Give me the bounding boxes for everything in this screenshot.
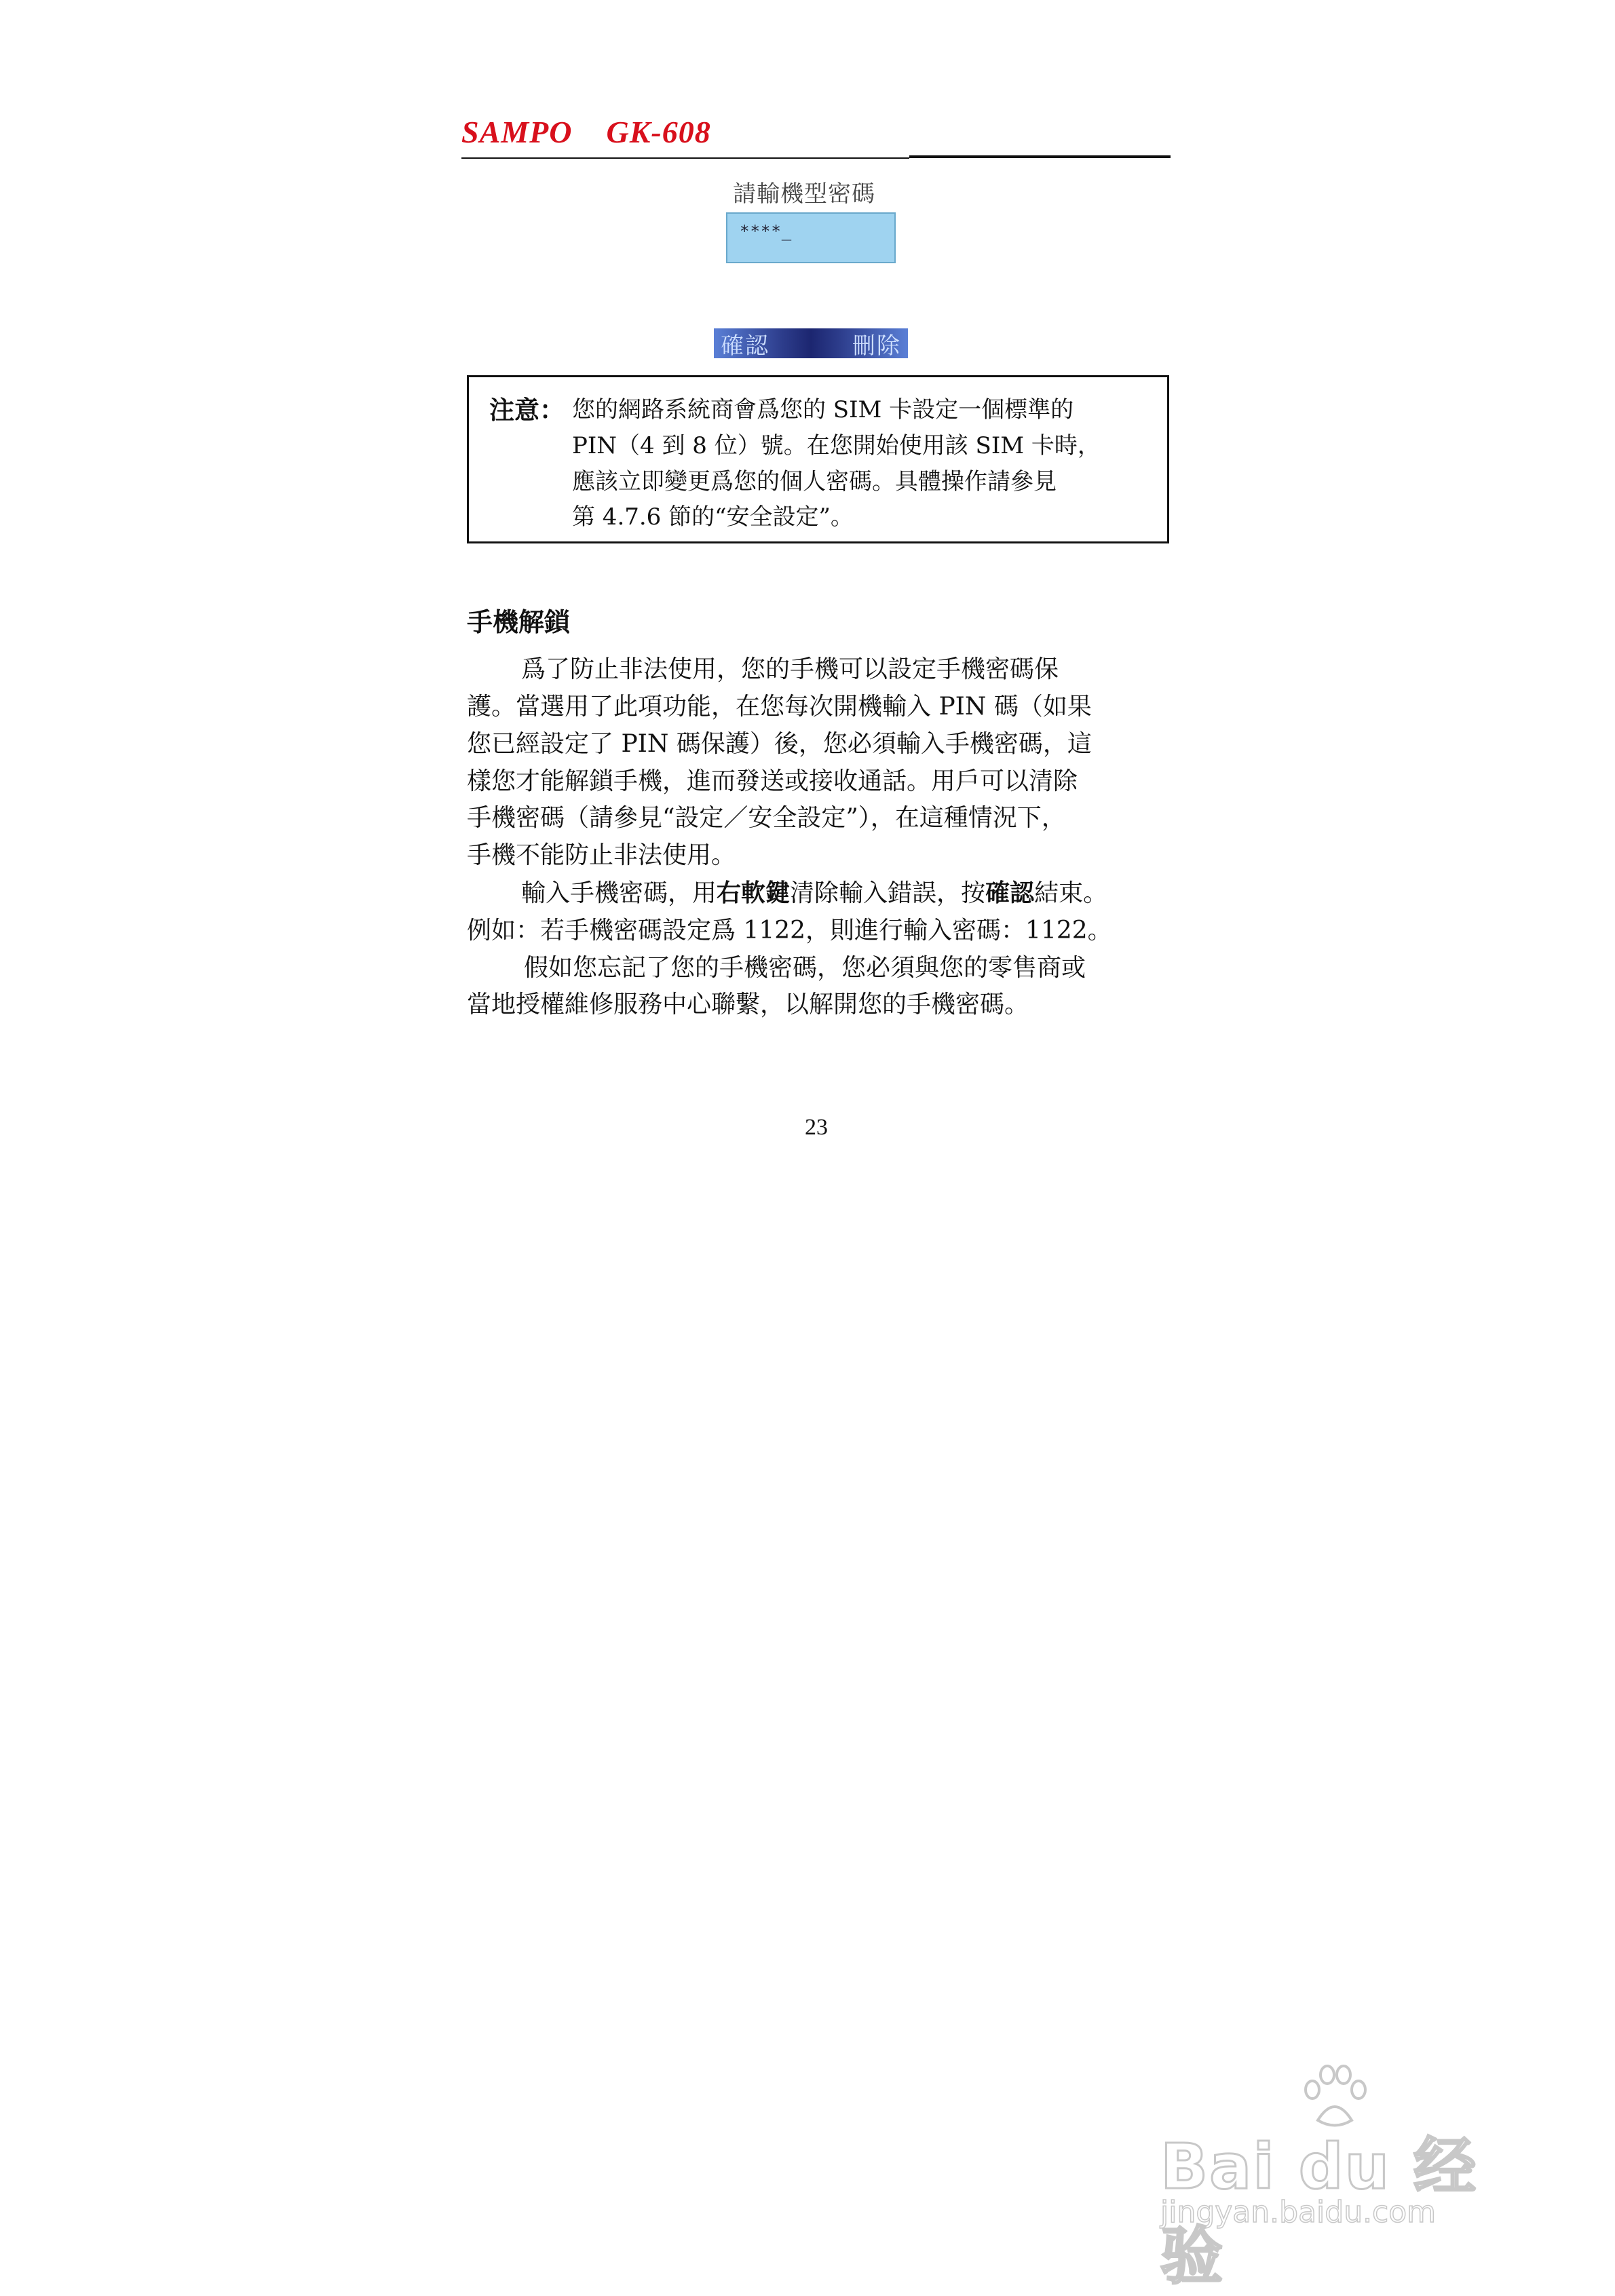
note-line: 您的網路系統商會爲您的 SIM 卡設定一個標準的 bbox=[572, 396, 1074, 423]
body-line: 樣您才能解鎖手機，進而發送或接收通話。用戶可以清除 bbox=[467, 767, 1078, 795]
note-line: 第 4.7.6 節的“安全設定”。 bbox=[572, 503, 854, 531]
note-label: 注意： bbox=[489, 396, 565, 425]
baidu-watermark bbox=[1154, 2063, 1534, 2293]
note-box bbox=[467, 375, 1169, 543]
password-field bbox=[726, 212, 896, 263]
text-run: 輸入手機密碼，用 bbox=[521, 879, 717, 907]
section-heading: 手機解鎖 bbox=[467, 607, 571, 637]
body-line: 例如：若手機密碼設定爲 1122，則進行輸入密碼：1122。 bbox=[467, 917, 1112, 944]
text-run: 清除輸入錯誤，按 bbox=[790, 879, 986, 907]
softkey-bar bbox=[714, 328, 908, 358]
page-number: 23 bbox=[805, 1115, 828, 1140]
body-line bbox=[521, 874, 1107, 908]
header-rule-thick bbox=[909, 155, 1171, 158]
text-run: 結束。 bbox=[1034, 879, 1108, 907]
bold-right-softkey: 右軟鍵 bbox=[717, 879, 791, 907]
password-value: ****_ bbox=[740, 222, 793, 241]
note-line: PIN（4 到 8 位）號。在您開始使用該 SIM 卡時， bbox=[572, 432, 1101, 459]
note-line: 應該立即變更爲您的個人密碼。具體操作請參見 bbox=[572, 468, 1057, 495]
body-line: 當地授權維修服務中心聯繫，以解開您的手機密碼。 bbox=[467, 991, 1029, 1018]
body-line: 您已經設定了 PIN 碼保護）後，您必須輸入手機密碼，這 bbox=[467, 730, 1092, 758]
softkey-delete: 刪除 bbox=[852, 332, 901, 360]
softkey-confirm: 確認 bbox=[721, 332, 770, 360]
body-line: 手機不能防止非法使用。 bbox=[467, 841, 736, 869]
body-line: 假如您忘記了您的手機密碼，您必須與您的零售商或 bbox=[524, 954, 1086, 982]
header-title: SAMPO GK-608 bbox=[461, 115, 711, 149]
body-line: 手機密碼（請參見“設定／安全設定”），在這種情況下， bbox=[467, 804, 1066, 832]
bold-confirm: 確認 bbox=[985, 879, 1035, 907]
screen-prompt: 請輸機型密碼 bbox=[733, 180, 875, 208]
body-line: 護。當選用了此項功能，在您每次開機輸入 PIN 碼（如果 bbox=[467, 693, 1092, 721]
watermark-brand: Bai du 经验 bbox=[1160, 2130, 1478, 2293]
body-line: 爲了防止非法使用，您的手機可以設定手機密碼保 bbox=[521, 655, 1059, 683]
watermark-url: jingyan.baidu.com bbox=[1160, 2195, 1437, 2230]
header-rule-thin bbox=[461, 157, 909, 159]
